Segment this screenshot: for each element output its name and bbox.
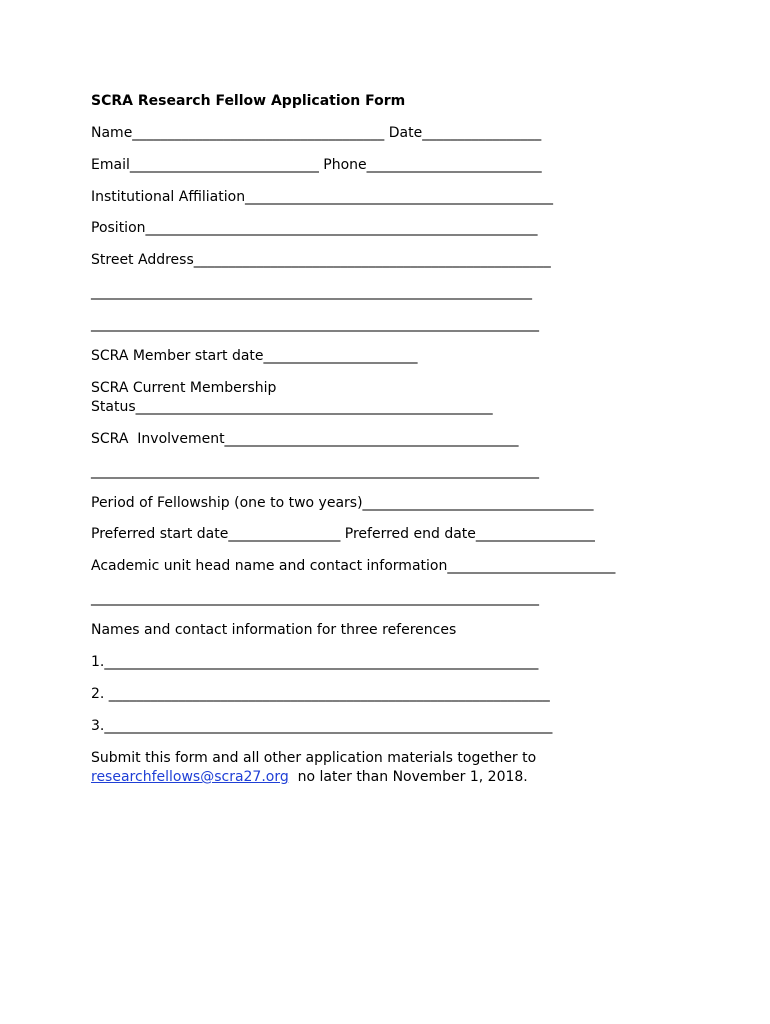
name-date-line: Name____________________________________ Date_________________ — [91, 125, 542, 141]
academic-unit-blank-line: ________________________________________________________________ — [91, 590, 539, 606]
reference-line-3: 3.________________________________________________________________ — [91, 718, 553, 734]
address-blank-line-1: _______________________________________________________________ — [91, 284, 532, 300]
involvement-blank-line: ________________________________________________________________ — [91, 463, 539, 479]
address-blank-line-2: ________________________________________________________________ — [91, 316, 539, 332]
street-address-line: Street Address___________________________________________________ — [91, 252, 551, 268]
email-phone-line: Email___________________________ Phone_________________________ — [91, 157, 542, 173]
position-line: Position________________________________________________________ — [91, 220, 538, 236]
references-heading: Names and contact information for three references — [91, 622, 457, 638]
fellowship-period-line: Period of Fellowship (one to two years)_________________________________ — [91, 495, 594, 511]
membership-status-line: Status___________________________________________________ — [91, 399, 493, 415]
involvement-line: SCRA Involvement__________________________________________ — [91, 431, 519, 447]
deadline-text: no later than November 1, 2018. — [288, 769, 528, 785]
membership-status-label: SCRA Current Membership — [91, 380, 277, 396]
institutional-affiliation-line: Institutional Affiliation____________________________________________ — [91, 189, 554, 205]
submit-instructions: Submit this form and all other application materials together to — [91, 750, 537, 766]
reference-line-1: 1.______________________________________________________________ — [91, 654, 539, 670]
member-start-date-line: SCRA Member start date______________________ — [91, 348, 418, 364]
deadline-line — [91, 768, 528, 787]
page-title: SCRA Research Fellow Application Form — [91, 93, 406, 109]
email-link[interactable]: researchfellows@scra27.org — [91, 769, 289, 785]
preferred-dates-line: Preferred start date________________ Preferred end date_________________ — [91, 526, 595, 542]
academic-unit-head-line: Academic unit head name and contact information________________________ — [91, 558, 616, 574]
reference-line-2: 2. _______________________________________________________________ — [91, 686, 550, 702]
